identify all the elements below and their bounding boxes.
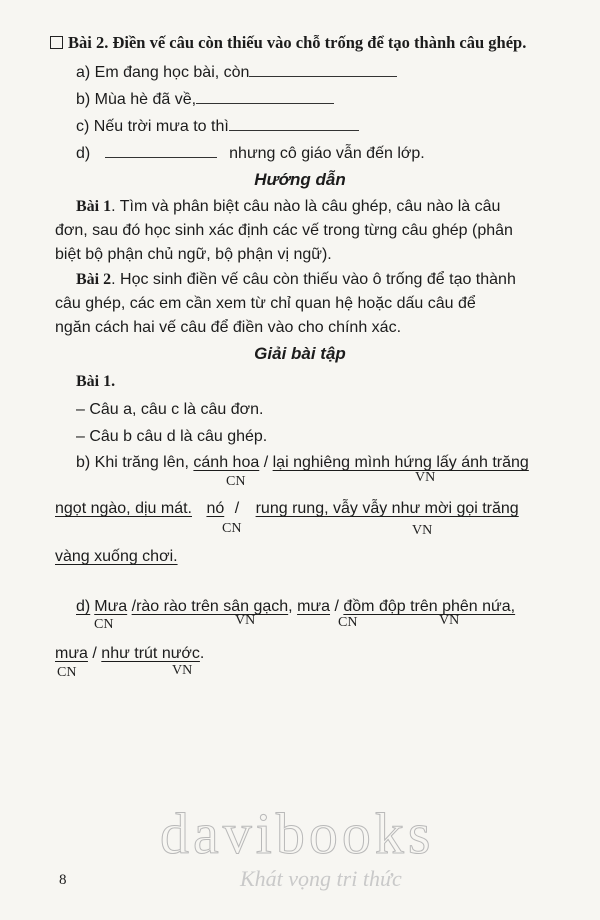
cn-label: CN [226, 474, 246, 489]
vn-label: VN [235, 613, 256, 628]
vn-label: VN [172, 663, 193, 678]
guide-bai2-line2: câu ghép, các em cần xem từ chỉ quan hệ hoặc dấu câu để [55, 295, 476, 312]
predicate-phrase: đồm độp trên phên nứa, [343, 598, 516, 615]
guide-heading: Hướng dẫn [254, 170, 346, 189]
guide-bai1-line3: biệt bộ phận chủ ngữ, bộ phận vị ngữ). [55, 246, 332, 263]
sentence-b-line3 [55, 547, 178, 567]
guide-bai1-line1: Bài 1. Tìm và phân biệt câu nào là câu ghép, câu nào là câu [76, 198, 501, 215]
subject-phrase: Mưa [94, 598, 128, 615]
solution-bai1-label: Bài 1. [76, 373, 116, 390]
answer-blank-b [196, 89, 334, 104]
guide-bai1-line2: đơn, sau đó học sinh xác định các vế trong từng câu ghép (phân [55, 222, 513, 239]
exercise-item-a: a) Em đang học bài, còn [76, 62, 397, 83]
guide-bai2-line3: ngăn cách hai vế câu để điền vào cho chính xác. [55, 319, 402, 336]
vn-label: VN [439, 613, 460, 628]
predicate-phrase: rung rung, vẫy vẫy như mời gọi trăng [255, 500, 519, 517]
subject-phrase: cánh hoa [193, 454, 260, 471]
cn-label: CN [338, 615, 358, 630]
solution-line-b-d: – Câu b câu d là câu ghép. [76, 428, 268, 445]
solution-heading: Giải bài tập [254, 344, 346, 363]
predicate-phrase: lại nghiêng mình hứng lấy ánh trăng [272, 454, 529, 471]
answer-blank-d [105, 143, 217, 158]
sentence-b-line1: b) Khi trăng lên, cánh hoa / lại nghiêng mình hứng lấy ánh trăng [76, 454, 529, 471]
cn-label: CN [94, 617, 114, 632]
cn-label: CN [57, 665, 77, 680]
vn-label: VN [412, 523, 433, 538]
predicate-phrase: /rào rào trên sân gạch [131, 598, 289, 615]
answer-blank-a [249, 62, 397, 77]
sentence-d-line1: d) Mưa /rào rào trên sân gạch, mưa / đồm độp trên phên nứa, [76, 598, 516, 615]
predicate-phrase: vàng xuống chơi. [55, 548, 178, 565]
sentence-d-line2: mưa / như trút nước. [55, 645, 205, 662]
subject-phrase: mưa [55, 645, 88, 662]
cn-label: CN [222, 521, 242, 536]
guide-bai2-line1: Bài 2. Học sinh điền vế câu còn thiếu vào ô trống để tạo thành [76, 271, 516, 288]
predicate-phrase: như trút nước [101, 645, 200, 662]
subject-phrase: mưa [297, 598, 331, 615]
exercise-item-b: b) Mùa hè đã về, [76, 89, 334, 110]
predicate-phrase: ngọt ngào, dịu mát. [55, 500, 192, 517]
answer-blank-c [229, 116, 359, 131]
exercise-item-d: d) nhưng cô giáo vẫn đến lớp. [76, 145, 425, 162]
checkbox-icon [50, 36, 63, 49]
page-number: 8 [59, 872, 67, 888]
vn-label: VN [415, 470, 436, 485]
solution-line-a-c: – Câu a, câu c là câu đơn. [76, 401, 264, 418]
watermark-brand: davibooks [160, 801, 435, 866]
exercise-2-title: Bài 2. Điền vế câu còn thiếu vào chỗ trống để tạo thành câu ghép. [50, 33, 526, 53]
exercise-item-c: c) Nếu trời mưa to thì [76, 116, 359, 137]
sentence-b-line2: ngọt ngào, dịu mát. nó / rung rung, vẫy vẫy như mời gọi trăng [55, 500, 519, 517]
watermark-slogan: Khát vọng tri thức [240, 866, 402, 891]
subject-phrase: nó [206, 500, 225, 517]
